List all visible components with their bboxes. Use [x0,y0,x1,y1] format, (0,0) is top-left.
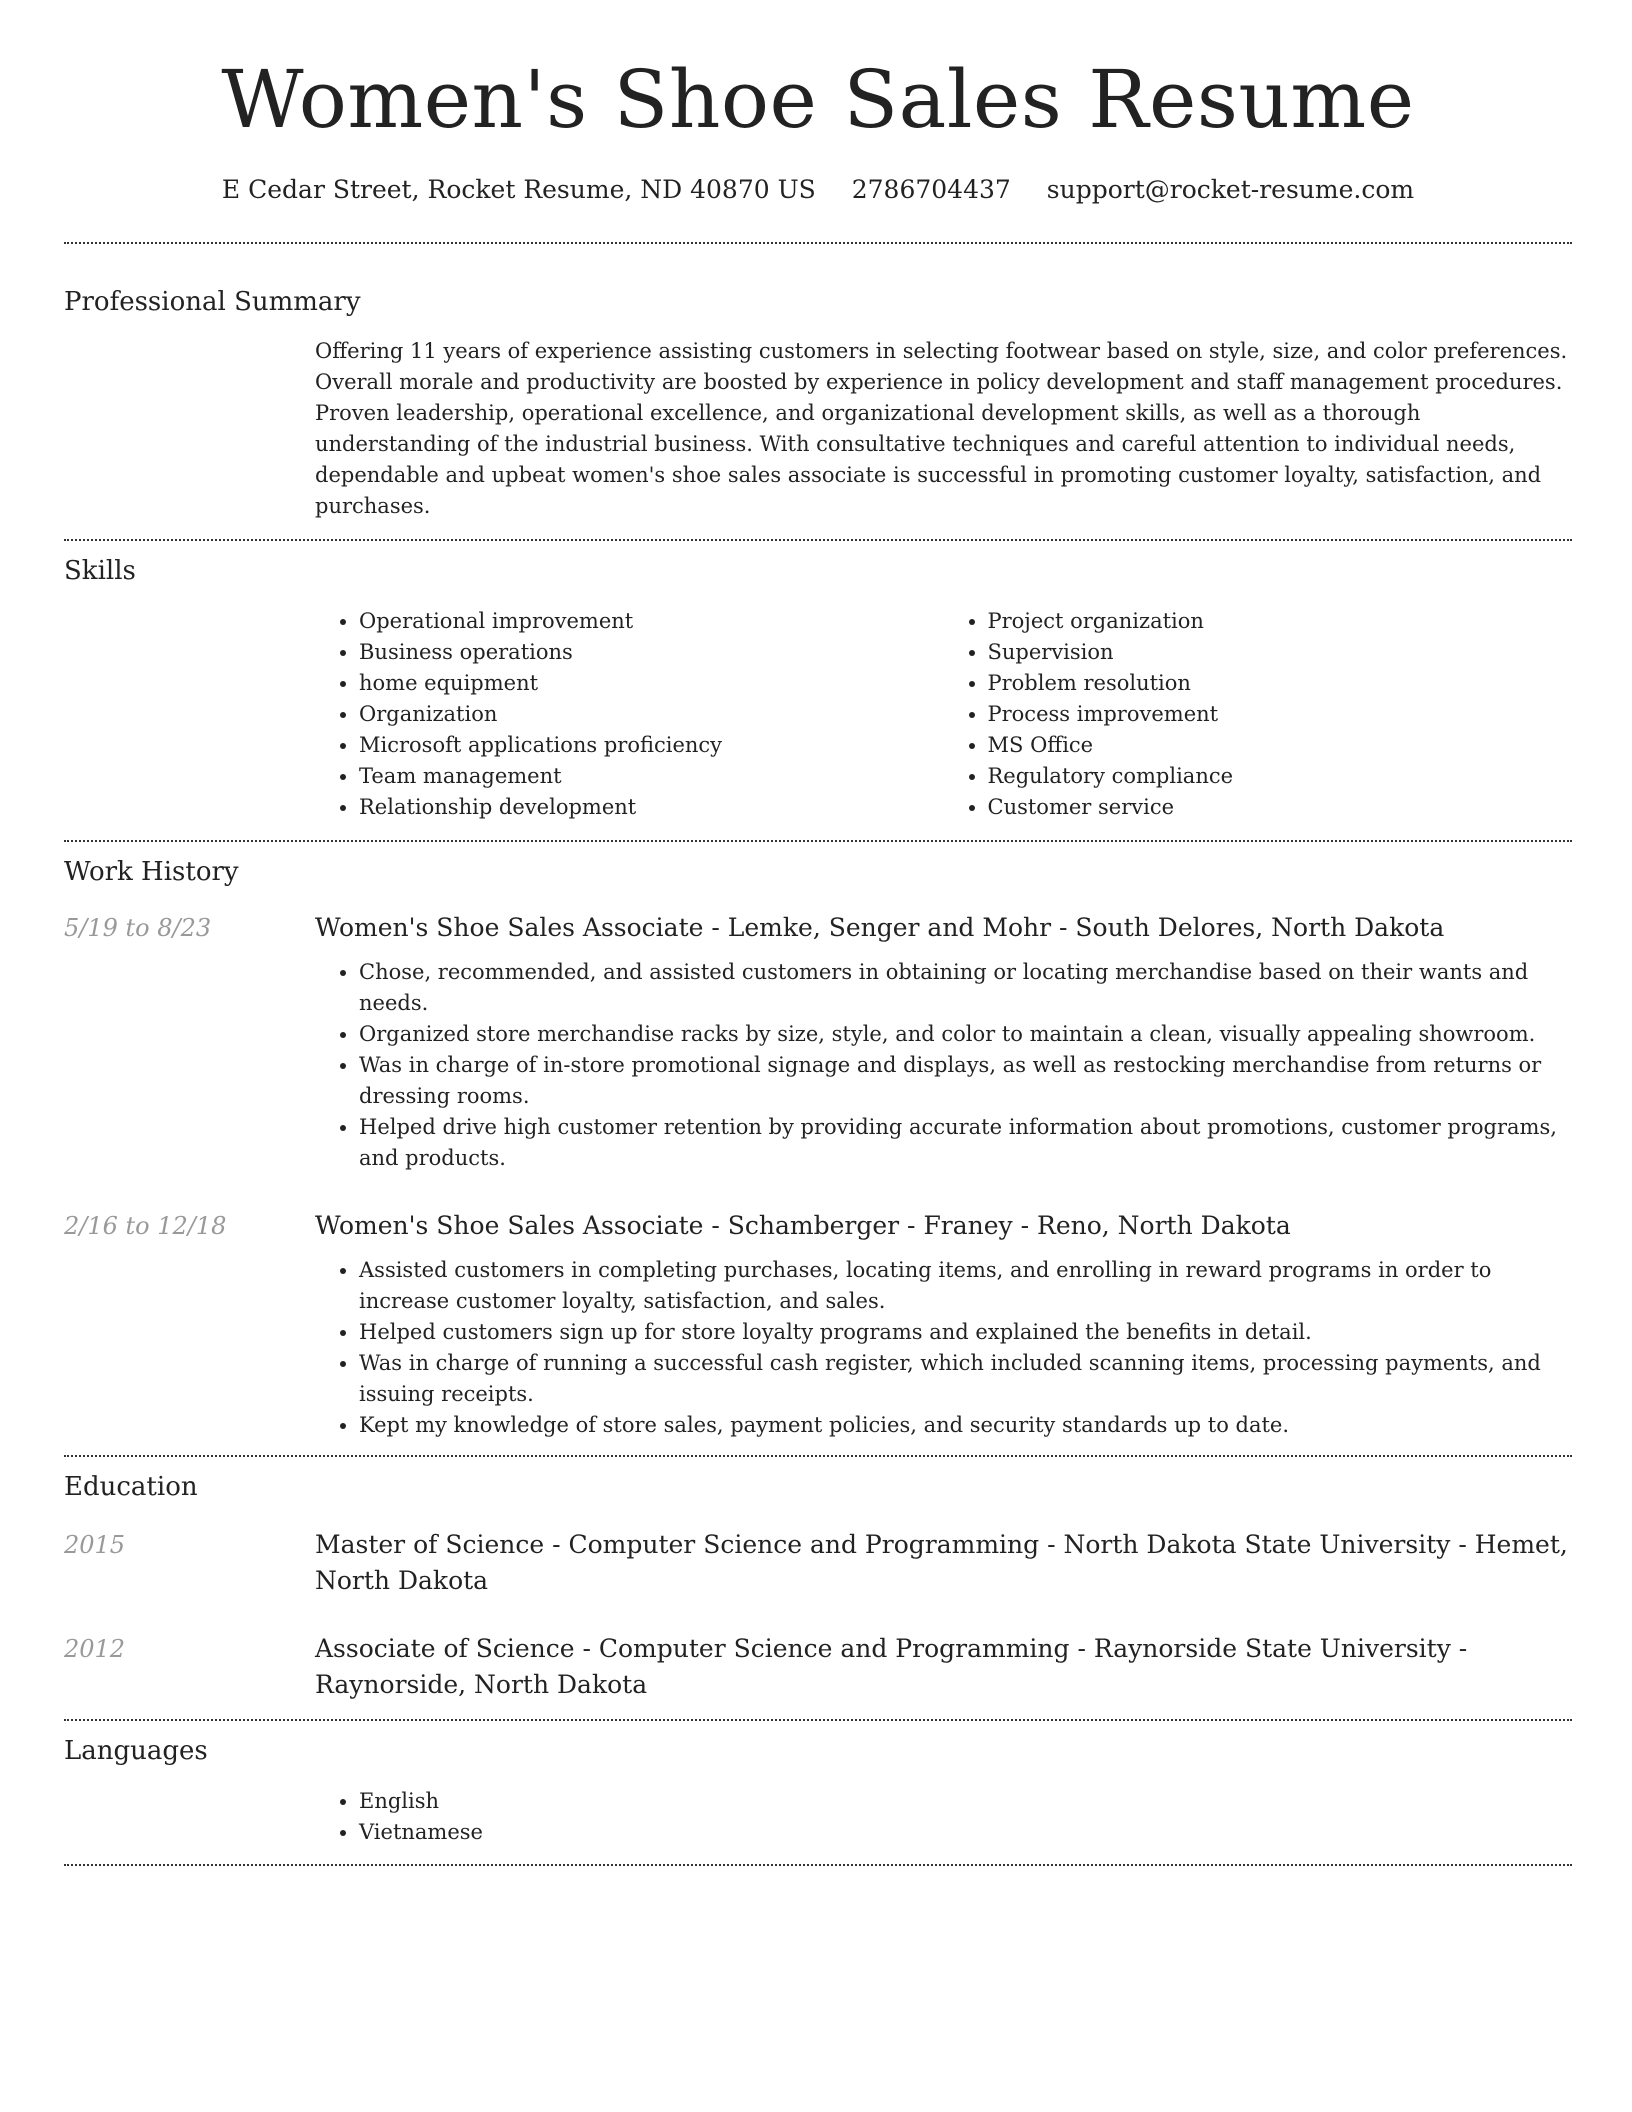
summary-heading: Professional Summary [64,287,361,317]
skill-item: • home equipment [359,668,944,699]
resume-title: Women's Shoe Sales Resume [221,53,1415,146]
education-heading: Education [64,1472,198,1502]
work-heading: Work History [64,857,239,887]
skill-item: • Relationship development [359,792,944,823]
languages-body [315,1786,1572,1848]
job-date: 5/19 to 8/23 [64,914,212,942]
skills-grid [315,606,1572,823]
skills-section [64,553,1572,823]
divider [64,840,1572,842]
education-section [64,1469,1572,1703]
job-title: Women's Shoe Sales Associate - Schamberger - Franey - Reno, North Dakota [315,1211,1291,1240]
job-bullet: • Was in charge of running a successful cash register, which included scanning items, processing payments, and issuing receipts. [359,1348,1572,1410]
skill-item: • Organization [359,699,944,730]
divider [64,242,1572,244]
job-content [315,1208,1572,1441]
skill-item: • MS Office [988,730,1573,761]
language-item: • English [359,1786,1572,1817]
languages-section [64,1733,1572,1848]
skill-item: • Business operations [359,637,944,668]
education-text: Master of Science - Computer Science and Programming - North Dakota State University - Hemet, North Dakota [315,1530,1568,1595]
job-bullet: • Kept my knowledge of store sales, payment policies, and security standards up to date. [359,1410,1572,1441]
language-item: • Vietnamese [359,1817,1572,1848]
job-bullet: • Chose, recommended, and assisted customers in obtaining or locating merchandise based on their wants and needs. [359,957,1572,1019]
education-entry [64,1631,1572,1703]
resume-page [64,0,1572,1866]
skill-item: • Regulatory compliance [988,761,1573,792]
job-date: 2/16 to 12/18 [64,1212,227,1240]
skill-item: • Project organization [988,606,1573,637]
summary-body [315,336,1572,522]
contact-line [64,172,1572,208]
summary-text: Offering 11 years of experience assisting customers in selecting footwear based on style, size, and color preferences. Overall morale and productivity are boosted by experience in policy development and staff management procedures. Proven leadership, operational excellence, and organizational development skills, as well as a thorough understanding of the industrial business. With consultative techniques and careful attention to individual needs, dependable and upbeat women's shoe sales associate is successful in promoting customer loyalty, satisfaction, and purchases. [315,339,1568,518]
divider [64,539,1572,541]
skills-list-left [315,606,944,823]
divider [64,1455,1572,1457]
education-entry [64,1527,1572,1599]
skill-item: • Supervision [988,637,1573,668]
contact-email: support@rocket-resume.com [1046,175,1415,204]
job-content [315,910,1572,1174]
job-title: Women's Shoe Sales Associate - Lemke, Senger and Mohr - South Delores, North Dakota [315,913,1445,942]
skill-item: • Process improvement [988,699,1573,730]
divider [64,1719,1572,1721]
education-year: 2015 [64,1531,126,1559]
skill-item: • Operational improvement [359,606,944,637]
education-year: 2012 [64,1635,126,1663]
languages-heading: Languages [64,1736,208,1766]
job-bullet: • Helped drive high customer retention by providing accurate information about promotions, customer programs, and products. [359,1112,1572,1174]
job-bullet: • Assisted customers in completing purchases, locating items, and enrolling in reward programs in order to increase customer loyalty, satisfaction, and sales. [359,1255,1572,1317]
skill-item: • Team management [359,761,944,792]
contact-address: E Cedar Street, Rocket Resume, ND 40870 US [221,175,816,204]
summary-section [64,284,1572,522]
skill-item: • Problem resolution [988,668,1573,699]
skills-list-right [944,606,1573,823]
job-bullets [315,957,1572,1174]
job-bullet: • Was in charge of in-store promotional signage and displays, as well as restocking merchandise from returns or dressing rooms. [359,1050,1572,1112]
job-bullets [315,1255,1572,1441]
job-bullet: • Helped customers sign up for store loyalty programs and explained the benefits in detail. [359,1317,1572,1348]
languages-list [315,1786,1572,1848]
divider [64,1864,1572,1866]
job-entry [64,910,1572,1174]
contact-phone: 2786704437 [851,175,1011,204]
skills-heading: Skills [64,556,136,586]
skill-item: • Customer service [988,792,1573,823]
job-entry [64,1208,1572,1441]
skill-item: • Microsoft applications proficiency [359,730,944,761]
education-text: Associate of Science - Computer Science and Programming - Raynorside State University - Raynorside, North Dakota [315,1634,1468,1699]
job-bullet: • Organized store merchandise racks by size, style, and color to maintain a clean, visually appealing showroom. [359,1019,1572,1050]
work-section [64,854,1572,1441]
